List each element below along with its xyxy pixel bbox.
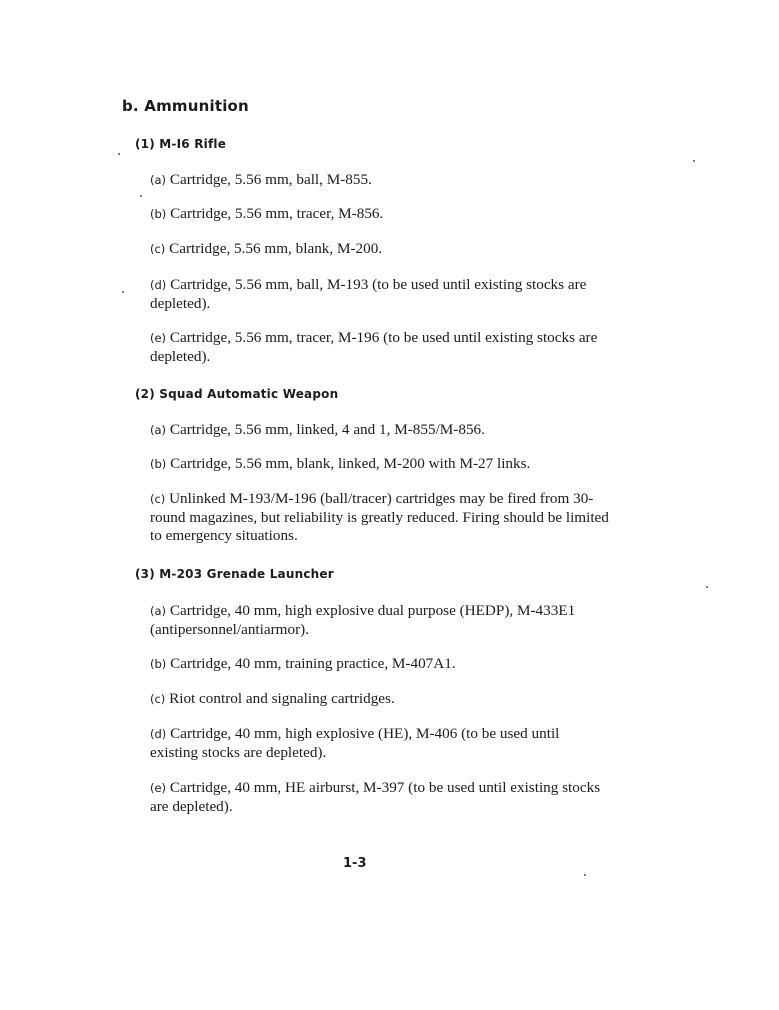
page-number: 1-3 xyxy=(343,856,367,871)
item-text: Cartridge, 40 mm, high explosive (HE), M-406 (to be used until existing stocks are depleted). xyxy=(150,725,560,761)
list-item xyxy=(150,725,610,762)
scan-speck xyxy=(693,160,695,162)
subsection-heading-rifle: (1) M-I6 Rifle xyxy=(135,137,227,151)
scan-speck xyxy=(140,195,142,197)
item-label: (d) xyxy=(150,278,167,292)
list-item xyxy=(150,171,610,190)
item-text: Cartridge, 5.56 mm, tracer, M-856. xyxy=(170,205,384,222)
item-label: (a) xyxy=(150,173,167,187)
item-text: Cartridge, 5.56 mm, blank, M-200. xyxy=(169,240,383,257)
list-item xyxy=(150,490,610,546)
item-text: Cartridge, 40 mm, HE airburst, M-397 (to be used until existing stocks are depleted). xyxy=(150,779,601,815)
subsection-heading-grenade-launcher: (3) M-203 Grenade Launcher xyxy=(135,567,334,581)
item-label: (c) xyxy=(150,692,166,706)
list-item xyxy=(150,421,610,440)
list-item xyxy=(150,690,610,709)
list-item xyxy=(150,276,610,313)
scan-speck xyxy=(118,153,120,155)
list-item xyxy=(150,779,610,816)
list-item xyxy=(150,329,610,366)
scan-speck xyxy=(584,874,586,876)
item-label: (c) xyxy=(150,492,166,506)
list-item xyxy=(150,205,610,224)
item-text: Riot control and signaling cartridges. xyxy=(169,690,395,707)
item-label: (a) xyxy=(150,604,167,618)
item-label: (b) xyxy=(150,457,167,471)
list-item xyxy=(150,455,610,474)
item-label: (e) xyxy=(150,781,167,795)
subsection-heading-saw: (2) Squad Automatic Weapon xyxy=(135,387,339,401)
list-item xyxy=(150,655,610,674)
item-text: Cartridge, 5.56 mm, ball, M-193 (to be used until existing stocks are depleted). xyxy=(150,276,587,312)
section-title: b. Ammunition xyxy=(122,97,249,115)
item-label: (b) xyxy=(150,207,167,221)
item-text: Cartridge, 5.56 mm, tracer, M-196 (to be used until existing stocks are depleted). xyxy=(150,329,598,365)
item-text: Cartridge, 40 mm, training practice, M-407A1. xyxy=(170,655,456,672)
list-item xyxy=(150,240,610,259)
item-label: (d) xyxy=(150,727,167,741)
item-label: (e) xyxy=(150,331,167,345)
list-item xyxy=(150,602,610,639)
item-label: (a) xyxy=(150,423,167,437)
item-text: Cartridge, 5.56 mm, ball, M-855. xyxy=(169,171,372,188)
item-text: Cartridge, 5.56 mm, blank, linked, M-200 with M-27 links. xyxy=(170,455,531,472)
item-text: Cartridge, 5.56 mm, linked, 4 and 1, M-855/M-856. xyxy=(169,421,485,438)
scan-speck xyxy=(706,586,708,588)
item-text: Cartridge, 40 mm, high explosive dual purpose (HEDP), M-433E1 (antipersonnel/antiarmor). xyxy=(150,602,576,638)
item-label: (c) xyxy=(150,242,166,256)
item-label: (b) xyxy=(150,657,167,671)
scan-speck xyxy=(122,291,124,293)
item-text: Unlinked M-193/M-196 (ball/tracer) cartridges may be fired from 30-round magazines, but reliability is greatly reduced. Firing should be limited to emergency situations. xyxy=(150,490,609,544)
